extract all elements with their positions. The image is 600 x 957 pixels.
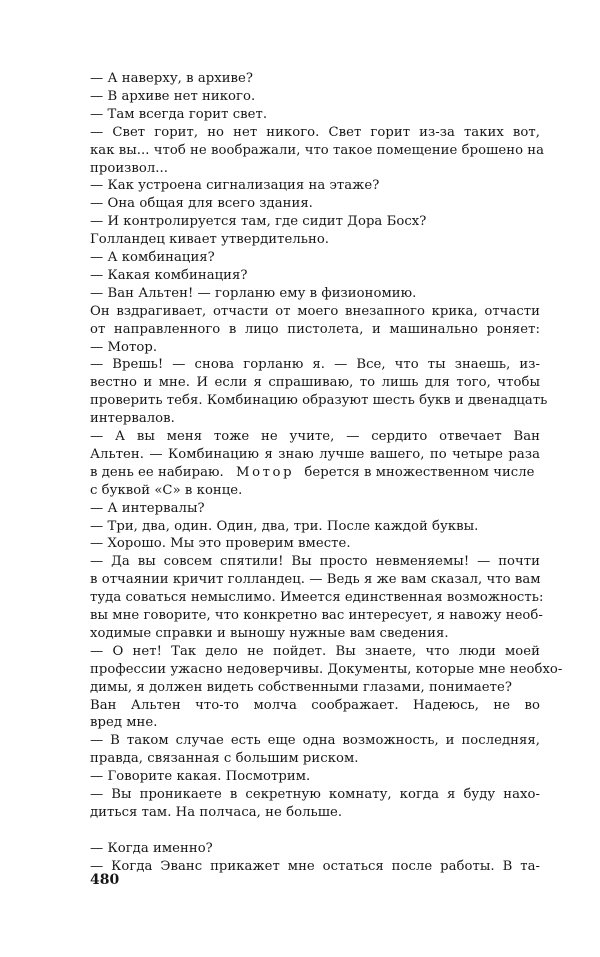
text-line: — О нет! Так дело не пойдет. Вы знаете, что люди моей bbox=[90, 643, 540, 659]
text-line: — Она общая для всего здания. bbox=[90, 196, 313, 212]
text-line: интервалов. bbox=[90, 411, 175, 427]
text-line: — В архиве нет никого. bbox=[90, 88, 256, 104]
text-line: Ван Альтен что-то молча соображает. Надеюсь, не во bbox=[90, 697, 540, 713]
page-number: 480 bbox=[90, 872, 120, 888]
text-line: правда, связанная с большим риском. bbox=[90, 751, 359, 767]
text-line: — А комбинация? bbox=[90, 250, 215, 265]
text-line: вестно и мне. И если я спрашиваю, то лишь для того, чтобы bbox=[90, 375, 540, 391]
text-line: — Там всегда горит свет. bbox=[90, 106, 268, 122]
text-line: произвол... bbox=[90, 160, 169, 176]
text-line: от направленного в лицо пистолета, и машинально роняет: bbox=[90, 321, 540, 337]
text-line: — Мотор. bbox=[90, 339, 158, 355]
text-segment: берется в множественном числе bbox=[304, 464, 535, 480]
text-line: — В таком случае есть еще одна возможность, и последняя, bbox=[90, 733, 540, 749]
text-line: Альтен. — Комбинацию я знаю лучше вашего, по четыре раза bbox=[90, 446, 540, 462]
text-line: Он вздрагивает, отчасти от моего внезапного крика, отчасти bbox=[90, 303, 540, 319]
text-line: туда соваться немыслимо. Имеется единственная возможность: bbox=[90, 590, 544, 606]
text-line: димы, я должен видеть собственными глазами, понимаете? bbox=[90, 679, 512, 695]
text-line: — Врешь! — снова горланю я. — Все, что ты знаешь, из- bbox=[90, 357, 540, 373]
text-line: диться там. На полчаса, не больше. bbox=[90, 804, 343, 820]
text-line: — Свет горит, но нет никого. Свет горит из-за таких вот, bbox=[90, 124, 540, 140]
text-line: как вы... чтоб не воображали, что такое помещение брошено на bbox=[90, 142, 545, 158]
text-line: — Говорите какая. Посмотрим. bbox=[90, 769, 311, 785]
text-line: — Когда именно? bbox=[90, 840, 213, 856]
text-line: в отчаянии кричит голландец. — Ведь я же вам сказал, что вам bbox=[90, 572, 541, 588]
spaced-word: Мотор bbox=[236, 464, 295, 480]
text-line: проверить тебя. Комбинацию образуют шесть букв и двенадцать bbox=[90, 393, 548, 409]
text-line: — Как устроена сигнализация на этаже? bbox=[90, 178, 380, 194]
text-line: Голландец кивает утвердительно. bbox=[90, 232, 330, 248]
text-line: — И контролируется там, где сидит Дора Босх? bbox=[90, 214, 427, 230]
text-line: вы мне говорите, что конкретно вас интересует, я навожу необ- bbox=[90, 608, 543, 623]
text-line: — А наверху, в архиве? bbox=[90, 71, 254, 86]
text-line: — Да вы совсем спятили! Вы просто невменяемы! — почти bbox=[90, 554, 540, 570]
text-line: — Когда Эванс прикажет мне остаться после работы. В та- bbox=[90, 858, 540, 874]
text-line: ходимые справки и выношу нужные вам сведения. bbox=[90, 625, 449, 641]
text-line: — Какая комбинация? bbox=[90, 267, 248, 283]
text-line: профессии ужасно недоверчивы. Документы, которые мне необхо- bbox=[90, 661, 563, 677]
text-line: — Ван Альтен! — горланю ему в физиономию. bbox=[90, 285, 417, 301]
text-line bbox=[90, 464, 540, 482]
text-line: — А интервалы? bbox=[90, 500, 205, 516]
text-line: вред мне. bbox=[90, 715, 158, 731]
text-line: — Хорошо. Мы это проверим вместе. bbox=[90, 536, 351, 552]
text-line: с буквой «С» в конце. bbox=[90, 482, 243, 498]
text-line: — Вы проникаете в секретную комнату, когда я буду нахо- bbox=[90, 787, 540, 802]
text-line: — А вы меня тоже не учите, — сердито отвечает Ван bbox=[90, 429, 540, 444]
text-segment: в день ее набираю. bbox=[90, 464, 224, 480]
text-line: — Три, два, один. Один, два, три. После каждой буквы. bbox=[90, 518, 479, 534]
